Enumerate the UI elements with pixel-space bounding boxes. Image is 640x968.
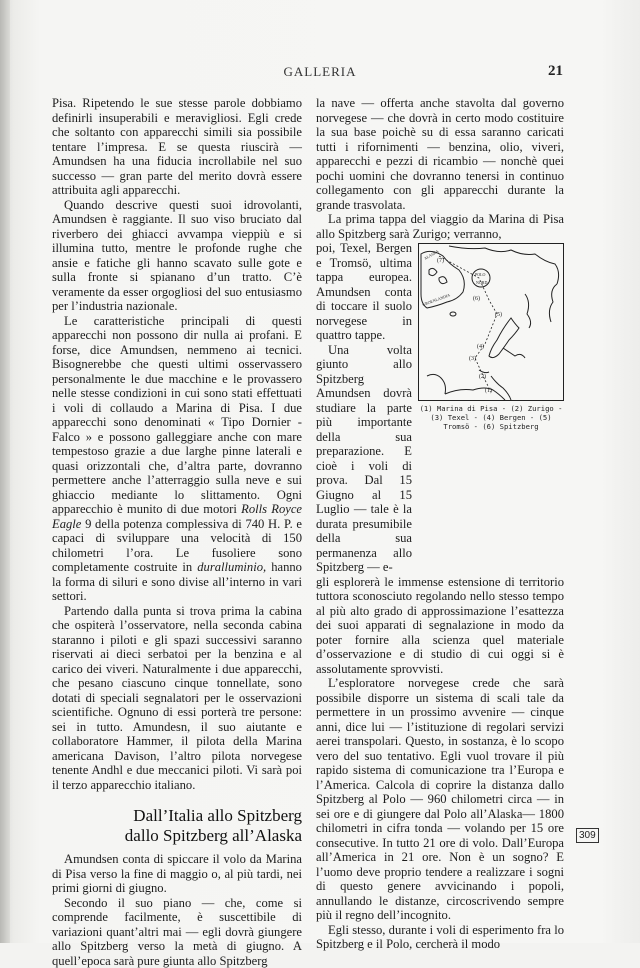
paragraph: la nave — offerta anche stavolta dal governo norvegese — che dovrà in certo modo costituire la sua base poichè su di essa saranno caricati tutti i rifornimenti — benzina, olio, viveri, apparecchi e pezzi di ricambio — nonchè quei pochi uomini che dovranno tenersi in continuo collegamento con gli apparecchi durante la grande trasvolata. [316, 96, 564, 212]
route-map-figure [418, 243, 564, 575]
italic-engine-name: Rolls Royce Eagle [52, 502, 302, 531]
page-number: 21 [548, 63, 563, 80]
section-heading: Dall’Italia allo Spitzberg dallo Spitzberg all’Alaska [52, 806, 302, 846]
svg-text:(5): (5) [495, 311, 502, 318]
svg-text:ALASKA: ALASKA [423, 248, 440, 260]
svg-text:POLO: POLO [475, 272, 486, 277]
paragraph: gli esplorerà le immense estensione di territorio tuttora sconosciuto regolando nello stesso tempo al più alto grado di approssimazione l’esattezza dei suoi apparati di segnalazione in modo da poter fornire alla scienza quel materiale d’osservazione e di studio di cui oggi si è assolutamente sprovvisti. [316, 575, 564, 677]
svg-text:(1): (1) [485, 387, 492, 394]
route-map [418, 243, 564, 401]
running-title: GALLERIA [0, 64, 640, 80]
left-column [52, 96, 302, 968]
book-spine-shadow [0, 0, 10, 943]
svg-text:(7): (7) [437, 257, 444, 264]
svg-text:(3): (3) [469, 355, 476, 362]
svg-text:(2): (2) [479, 373, 486, 380]
paragraph: Pisa. Ripetendo le sue stesse parole dobbiamo definirli insuperabili e meravigliosi. Egli crede che soltanto con apparecchi simili sia possibile tentare l’impresa. E se questa riuscirà — Amundsen ha una fiducia incrollabile nel suo successo — gran parte del merito dovrà essere attribuita agli apparecchi. [52, 96, 302, 198]
paragraph: Partendo dalla punta si trova prima la cabina che ospiterà l’osservatore, nella seconda cabina staranno i piloti e gli spazi successivi saranno riservati ai dieci serbatoi per la benzina e al carico dei viveri. Naturalmente i due apparecchi, che pesano ciascuno cinque tonnellate, sono dotati di speciali segnalatori per le osservazioni scientifiche. Ognuno di essi porterà tre persone: sei in tutto. Amundesn, il suo aiutante e collaboratore Hammer, il pilota della Marina americana Davison, l’altro pilota norvegese tenente Andhl e due meccanici piloti. Vi sarà poi il terzo apparecchio italiano. [52, 604, 302, 793]
paragraph: Le caratteristiche principali di questi apparecchi non possono dir nulla ai profani. E forse, dice Amundsen, nemmeno ai tecnici. Bisognerebbe che questi ultimi osservassero personalmente le due macchine e le provassero nelle stesse condizioni in cui sono stati effettuati i voli di collaudo a Marina di Pisa. I due apparecchi sono denominati « Tipo Dornier - Falco » e possono galleggiare anche con mare tempestoso grazie a due larghe pinne laterali e quasi orizzontali che, d’altra parte, dovranno permettere anche l’atterraggio sulla neve e sui ghiaccio mediante lo slittamento. Ogni apparecchio è munito di due motori Rolls Royce Eagle 9 della potenza complessiva di 740 H. P. e capaci di sviluppare una velocità di 150 chilometri l’ora. Le fusoliere sono completamente costruite in duralluminio, hanno la forma di siluri e sono divise all’interno in vari settori. [52, 314, 302, 604]
paragraph: L’esploratore norvegese crede che sarà possibile disporre un sistema di scali tale da permettere in un prossimo avvenire — cinque anni, dice lui — l’istituzione di regolari servizi aerei transpolari. Questo, in sostanza, è lo scopo vero del suo tentativo. Egli vuol trovare il più rapido sistema di comunicazione tra l’Europa e l’America. Calcola di coprire la distanza dallo Spitzberg al Polo — 960 chilometri circa — in sei ore e di giungere dal Polo all’Alaska— 1800 chilometri in cifra tonda — volando per 15 ore consecutive. In tutto 21 ore di volo. Dall’Europa all’America in 21 ore. Non è un sogno? E l’uomo deve proprio tendere a realizzare i sogni di questo genere avvicinando i popoli, annullando le distanze, circoscrivendo sempre più il regno dell’incognito. [316, 676, 564, 923]
svg-text:(6): (6) [473, 295, 480, 302]
map-caption: (1) Marina di Pisa - (2) Zurigo - (3) Texel - (4) Bergen - (5) Tromsö - (6) Spitzberg [418, 404, 564, 431]
svg-text:(4): (4) [477, 343, 484, 350]
map-drawing-icon [419, 244, 563, 400]
svg-text:NORD: NORD [476, 280, 487, 285]
paragraph: La prima tappa del viaggio da Marina di Pisa allo Spitzberg sarà Zurigo; verranno, [316, 212, 564, 241]
text-with-figure [316, 241, 564, 575]
paragraph: poi, Texel, Bergen e Tromsö, ultima tappa europea. Amundsen conta di toccare il suolo norvegese in quattro tappe. [316, 241, 412, 343]
paragraph: Amundsen conta di spiccare il volo da Marina di Pisa verso la fine di maggio o, al più tardi, nei primi giorni di giugno. [52, 852, 302, 896]
italic-material: duralluminio, [197, 560, 266, 574]
wrapped-text [316, 241, 412, 575]
right-column [316, 96, 564, 952]
paragraph: Secondo il suo piano — che, come si comprende facilmente, è suscettibile di variazioni quant’altri mai — egli dovrà giungere allo Spitzberg verso la metà di giugno. A quell’epoca sarà pure giunta allo Spitzberg [52, 896, 302, 968]
svg-text:GROENLANDIA: GROENLANDIA [422, 292, 451, 307]
folio-number-box: 309 [576, 828, 599, 843]
paragraph: Quando descrive questi suoi idrovolanti, Amundsen è raggiante. Il suo viso bruciato dal riverbero dei ghiacci avvampa vieppiù e si illumina tutto, mentre le profonde rughe che ansie e fatiche gli hanno scavato sulle gote e sulla fronte si spianano d’un tratto. C’è veramente da esser orgogliosi del suo entusiasmo per l’industria nazionale. [52, 198, 302, 314]
paragraph: Una volta giunto allo Spitzberg Amundsen dovrà studiare la parte più importante della sua preparazione. E cioè i voli di prova. Dal 15 Giugno al 15 Luglio — tale è la durata presumibile della sua permanenza allo Spitzberg — e- [316, 343, 412, 575]
paragraph: Egli stesso, durante i voli di esperimento fra lo Spitzberg e il Polo, cercherà il modo [316, 923, 564, 952]
